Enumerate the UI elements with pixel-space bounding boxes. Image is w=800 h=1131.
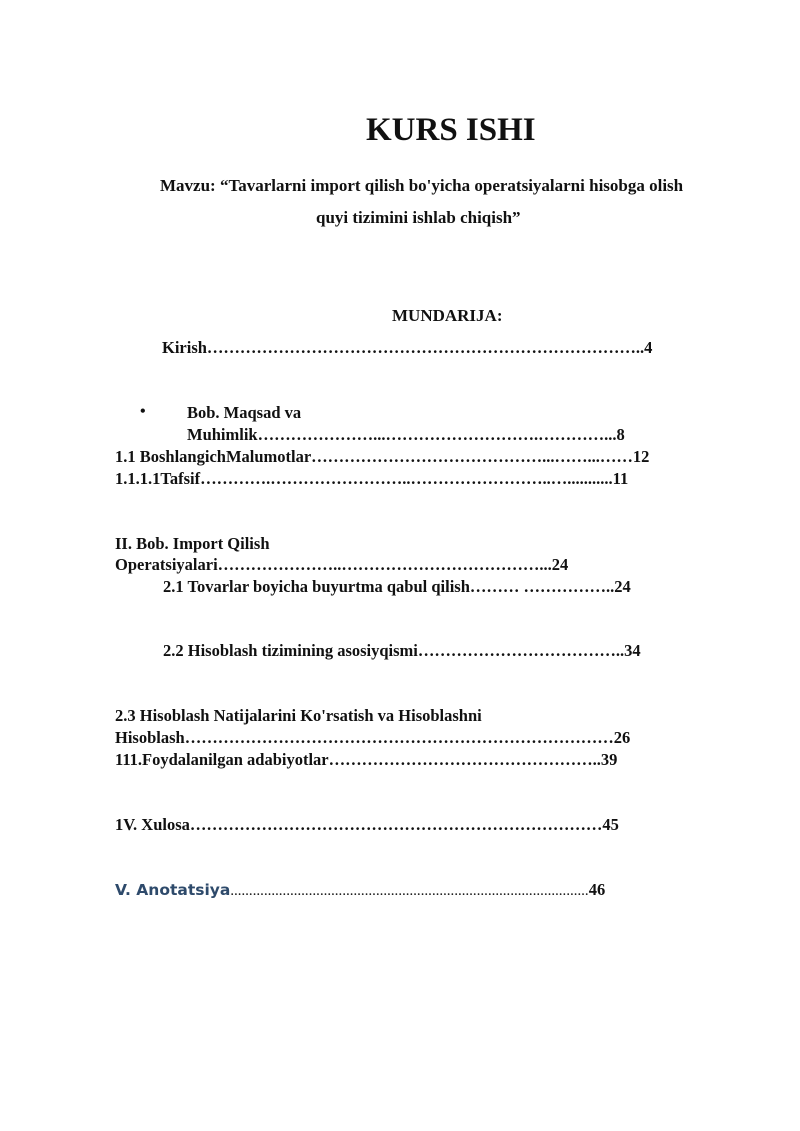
bullet-icon: • [140, 403, 146, 420]
toc-entry-xulosa: 1V. Xulosa…………………………………………………………………45 [115, 815, 619, 834]
toc-entry-2-2: 2.2 Hisoblash tizimining asosiyqismi………………………………..34 [163, 641, 641, 660]
toc-entry-bob2-line2: Operatsiyalari…………………..………………………………...24 [115, 555, 569, 574]
toc-entry-bob1-line1: Bob. Maqsad va [187, 403, 302, 422]
topic-line-1: Mavzu: “Tavarlarni import qilish bo'yicha operatsiyalarni hisobga olish [160, 176, 684, 195]
anotatsiya-dots: …………………………………………………………………………………… [230, 886, 589, 898]
anotatsiya-label: V. Anotatsiya [115, 881, 231, 899]
contents-heading: MUNDARIJA: [392, 306, 503, 325]
toc-entry-2-3-line2: Hisoblash……………………………………………………………………26 [115, 728, 631, 747]
toc-entry-kirish: Kirish……………………………………………………………………..4 [162, 338, 653, 357]
toc-entry-1-1-1-1: 1.1.1.1Tafsif………….……………………..……………………..…...........11 [115, 469, 629, 488]
toc-entry-111: 111.Foydalanilgan adabiyotlar…………………………………………..39 [115, 750, 618, 769]
document-title: KURS ISHI [366, 112, 536, 148]
toc-entry-2-3-line1: 2.3 Hisoblash Natijalarini Ko'rsatish va Hisoblashni [115, 706, 482, 725]
toc-entry-bob2-line1: II. Bob. Import Qilish [115, 534, 270, 553]
toc-entry-2-1: 2.1 Tovarlar boyicha buyurtma qabul qilish……… ……………..24 [163, 577, 631, 596]
anotatsiya-page-number: 46 [588, 880, 606, 899]
toc-entry-anotatsiya [115, 880, 605, 900]
toc-entry-1-1: 1.1 BoshlangichMalumotlar……………………………………...……...……12 [115, 447, 650, 466]
toc-entry-bob1-line2: Muhimlik…………………...……………………….…………...8 [187, 425, 625, 444]
topic-line-2: quyi tizimini ishlab chiqish” [316, 208, 521, 227]
